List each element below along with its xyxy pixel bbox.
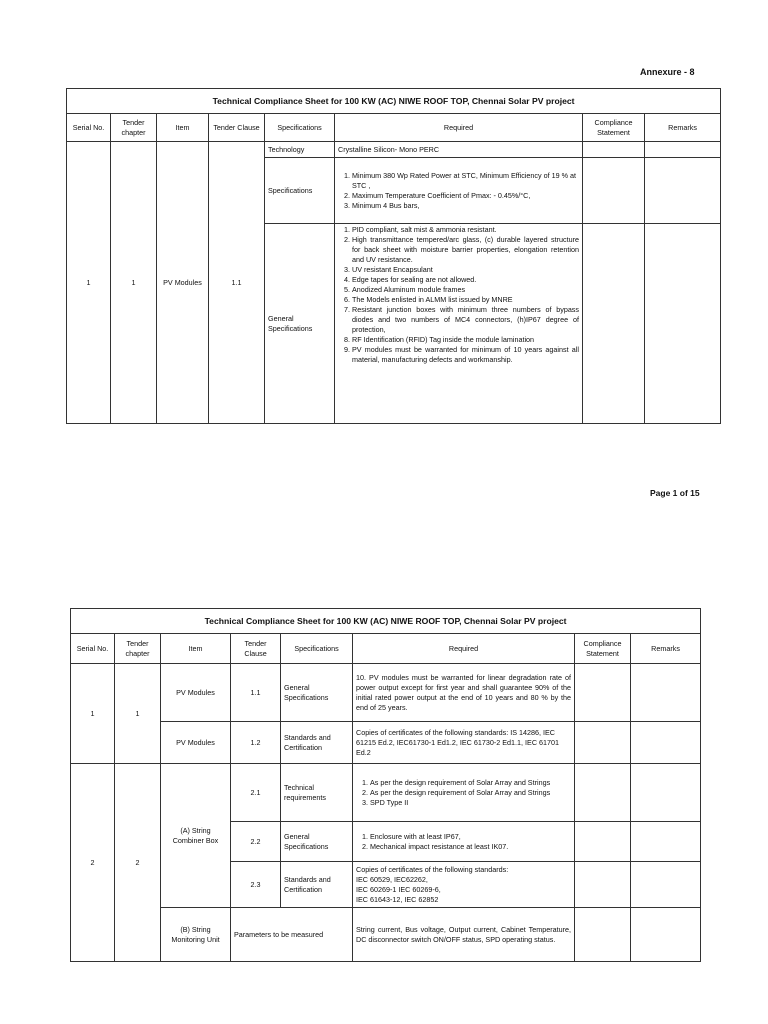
remarks-cell[interactable] (631, 722, 701, 764)
required-cell: String current, Bus voltage, Output current, Cabinet Temperature, DC disconnector switch ON/OFF status, SPD operating status. (353, 908, 575, 962)
remarks-cell[interactable] (631, 862, 701, 908)
general-item: 7. Resistant junction boxes with minimum three numbers of bypass diodes and two numbers of MC4 connectors, (h)IP67 degree of protection, (352, 305, 579, 335)
header-remarks: Remarks (645, 114, 721, 142)
header-chapter: Tender chapter (115, 634, 161, 664)
general-item: 3. UV resistant Encapsulant (352, 265, 579, 275)
item-cell: (A) String Combiner Box (161, 764, 231, 908)
spec-cell: Technical requirements (281, 764, 353, 822)
required-cell: 10. PV modules must be warranted for linear degradation rate of power output except for first year and shall guarantee 90% of the initial rated power output at the end of 10 years and 80 % by the end of 25 years. (353, 664, 575, 722)
general-item: 1. PID compliant, salt mist & ammonia resistant. (352, 225, 579, 235)
chapter-cell: 1 (111, 142, 157, 424)
compliance-cell[interactable] (575, 908, 631, 962)
header-clause: Tender Clause (209, 114, 265, 142)
remarks-cell[interactable] (645, 142, 721, 158)
remarks-cell[interactable] (631, 908, 701, 962)
remarks-cell[interactable] (631, 822, 701, 862)
general-item: 2. High transmittance tempered/arc glass, (c) durable layered structure for back sheet with moisture barrier properties, elongation retention and UV resistance. (352, 235, 579, 265)
remarks-cell[interactable] (631, 764, 701, 822)
header-serial: Serial No. (67, 114, 111, 142)
serial-cell: 1 (67, 142, 111, 424)
spec-cell: General Specifications (281, 822, 353, 862)
annexure-label: Annexure - 8 (640, 67, 695, 77)
compliance-table-page-1 (66, 88, 721, 424)
general-item: 6. The Models enlisted in ALMM list issued by MNRE (352, 295, 579, 305)
table-title: Technical Compliance Sheet for 100 KW (AC) NIWE ROOF TOP, Chennai Solar PV project (71, 609, 701, 634)
header-clause: Tender Clause (231, 634, 281, 664)
required-item: 3. SPD Type II (370, 798, 571, 808)
table-title: Technical Compliance Sheet for 100 KW (AC) NIWE ROOF TOP, Chennai Solar PV project (67, 89, 721, 114)
clause-cell: 2.2 (231, 822, 281, 862)
spec-cell: Standards and Certification (281, 862, 353, 908)
header-item: Item (161, 634, 231, 664)
header-chapter: Tender chapter (111, 114, 157, 142)
general-item: 8. RF Identification (RFID) Tag inside the module lamination (352, 335, 579, 345)
item-cell: PV Modules (157, 142, 209, 424)
header-required: Required (335, 114, 583, 142)
serial-cell: 2 (71, 764, 115, 962)
clause-cell: 1.1 (209, 142, 265, 424)
general-item: 9. PV modules must be warranted for minimum of 10 years against all material, manufacturing defects and workmanship. (352, 345, 579, 365)
clause-cell: 2.3 (231, 862, 281, 908)
compliance-cell[interactable] (575, 664, 631, 722)
required-cell (353, 822, 575, 862)
header-compliance: Compliance Statement (575, 634, 631, 664)
required-item: 2. As per the design requirement of Solar Array and Strings (370, 788, 571, 798)
remarks-cell[interactable] (645, 224, 721, 424)
clause-cell: 2.1 (231, 764, 281, 822)
compliance-cell[interactable] (575, 764, 631, 822)
header-remarks: Remarks (631, 634, 701, 664)
header-compliance: Compliance Statement (583, 114, 645, 142)
remarks-cell[interactable] (645, 158, 721, 224)
specifications-required (335, 158, 583, 224)
item-cell: PV Modules (161, 722, 231, 764)
required-cell: Copies of certificates of the following standards: IS 14286, IEC 61215 Ed.2, IEC61730-1 Ed1.2, IEC 61730-2 Ed1.1, IEC 61701 Ed.2 (353, 722, 575, 764)
spec-item: 3. Minimum 4 Bus bars, (352, 201, 579, 211)
header-specifications: Specifications (281, 634, 353, 664)
compliance-cell[interactable] (583, 158, 645, 224)
item-cell: (B) String Monitoring Unit (161, 908, 231, 962)
header-specifications: Specifications (265, 114, 335, 142)
required-cell (353, 764, 575, 822)
chapter-cell: 2 (115, 764, 161, 962)
header-serial: Serial No. (71, 634, 115, 664)
compliance-cell[interactable] (583, 224, 645, 424)
general-item: 4. Edge tapes for sealing are not allowed. (352, 275, 579, 285)
clause-cell: 1.2 (231, 722, 281, 764)
clause-cell: 1.1 (231, 664, 281, 722)
compliance-cell[interactable] (575, 822, 631, 862)
remarks-cell[interactable] (631, 664, 701, 722)
compliance-table-page-2 (70, 608, 701, 962)
general-spec-label: General Specifications (265, 224, 335, 424)
specifications-label: Specifications (265, 158, 335, 224)
technology-label: Technology (265, 142, 335, 158)
required-item: 1. Enclosure with at least IP67, (370, 832, 571, 842)
header-item: Item (157, 114, 209, 142)
spec-cell: Standards and Certification (281, 722, 353, 764)
required-line: IEC 60269-1 IEC 60269-6, (356, 884, 441, 894)
compliance-cell[interactable] (583, 142, 645, 158)
required-cell (353, 862, 575, 908)
document-page-2 (0, 560, 768, 1024)
spec-cell: Parameters to be measured (231, 908, 353, 962)
compliance-cell[interactable] (575, 722, 631, 764)
general-item: 5. Anodized Aluminum module frames (352, 285, 579, 295)
required-item: 1. As per the design requirement of Solar Array and Strings (370, 778, 571, 788)
general-spec-required (335, 224, 583, 424)
required-line: IEC 60529, IEC62262, (356, 874, 428, 884)
serial-cell: 1 (71, 664, 115, 764)
spec-item: 2. Maximum Temperature Coefficient of Pmax: - 0.45%/°C, (352, 191, 579, 201)
required-line: Copies of certificates of the following standards: (356, 864, 509, 874)
required-line: IEC 61643-12, IEC 62852 (356, 894, 439, 904)
chapter-cell: 1 (115, 664, 161, 764)
item-cell: PV Modules (161, 664, 231, 722)
spec-item: 1. Minimum 380 Wp Rated Power at STC, Minimum Efficiency of 19 % at STC , (352, 171, 579, 191)
compliance-cell[interactable] (575, 862, 631, 908)
page-number: Page 1 of 15 (650, 488, 700, 498)
spec-cell: General Specifications (281, 664, 353, 722)
required-item: 2. Mechanical impact resistance at least IK07. (370, 842, 571, 852)
technology-value: Crystalline Silicon- Mono PERC (335, 142, 583, 158)
header-required: Required (353, 634, 575, 664)
